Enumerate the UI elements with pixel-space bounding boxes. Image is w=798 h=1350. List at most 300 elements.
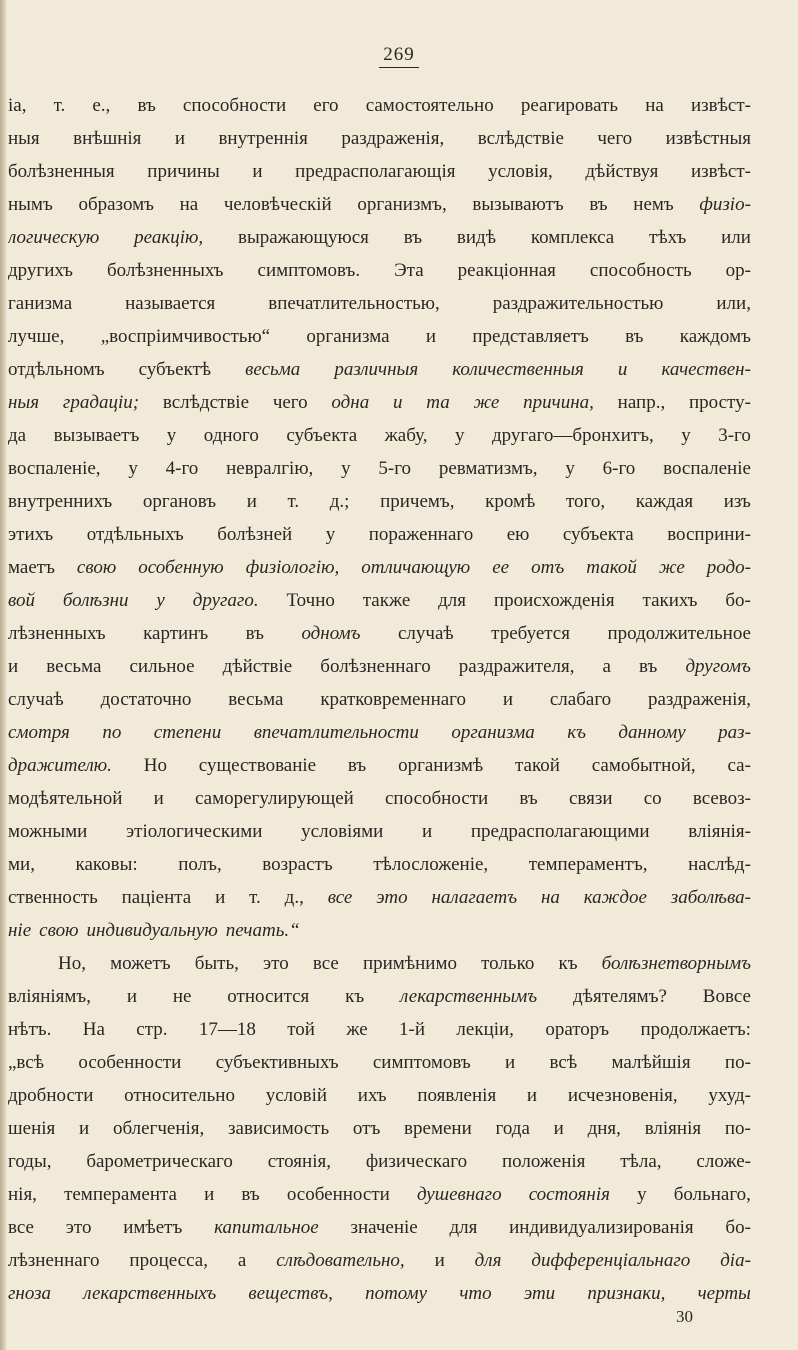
- word: и: [425, 326, 437, 347]
- word: организма: [306, 326, 390, 347]
- italic-word: налагаетъ: [431, 887, 518, 908]
- text-line: [8, 194, 751, 227]
- text-line: [8, 1283, 751, 1316]
- word: вліянія: [644, 1118, 702, 1139]
- italic-word: это: [376, 887, 408, 908]
- word: ею: [506, 524, 530, 545]
- italic-word: веществъ,: [248, 1283, 333, 1304]
- word: положенія: [501, 1151, 586, 1172]
- text-line: [8, 524, 751, 557]
- word: маетъ: [8, 557, 55, 578]
- word: больнаго,: [673, 1184, 751, 1205]
- text-line: [8, 392, 751, 425]
- italic-word: впечатлительности: [253, 722, 419, 743]
- word: вызываютъ: [472, 194, 564, 215]
- word: Точно: [286, 590, 335, 611]
- word: другаго—бронхитъ,: [491, 425, 654, 446]
- word: симптомовъ: [372, 1052, 471, 1073]
- text-line: [8, 1019, 751, 1052]
- word: полъ,: [178, 854, 222, 875]
- word: образомъ: [78, 194, 154, 215]
- italic-word: причина,: [523, 392, 594, 413]
- word: 3-го: [718, 425, 751, 446]
- word: достаточно: [100, 689, 192, 710]
- word: условіями: [301, 821, 384, 842]
- italic-word: такой: [586, 557, 637, 578]
- word: относится: [227, 986, 310, 1007]
- word: и: [553, 1118, 564, 1139]
- word: не: [172, 986, 192, 1007]
- word: Вовсе: [702, 986, 751, 1007]
- word: особенности: [78, 1052, 182, 1073]
- word: быть,: [194, 953, 239, 974]
- word: воспаленіе,: [8, 458, 101, 479]
- word: только: [481, 953, 535, 974]
- word: субъектѣ: [138, 359, 212, 380]
- word: отдѣльномъ: [8, 359, 105, 380]
- italic-word: особенную: [138, 557, 224, 578]
- word: бо-: [725, 1217, 751, 1238]
- word: же: [346, 1019, 368, 1040]
- word: Эта: [394, 260, 424, 281]
- word: той: [287, 1019, 315, 1040]
- text-line: [8, 656, 751, 689]
- word: особенности: [286, 1184, 390, 1205]
- word: и: [204, 1184, 215, 1205]
- word: у: [166, 425, 177, 446]
- word: нѣтъ.: [8, 1019, 52, 1040]
- text-line: [8, 326, 751, 359]
- word: нія,: [8, 1184, 37, 1205]
- italic-word: печать.“: [225, 920, 300, 941]
- word: у: [565, 458, 575, 479]
- word: ораторъ: [545, 1019, 610, 1040]
- word: значеніе: [350, 1217, 418, 1238]
- word: восприни-: [667, 524, 751, 545]
- word: раздражительностью: [492, 293, 664, 314]
- word: стоянія,: [267, 1151, 331, 1172]
- word: тѣла,: [620, 1151, 662, 1172]
- word: къ: [345, 986, 365, 1007]
- text-line: [8, 854, 751, 887]
- word: темперамента: [64, 1184, 177, 1205]
- word: лѣзненнаго: [8, 1250, 100, 1271]
- word: процесса,: [129, 1250, 208, 1271]
- word: дня,: [587, 1118, 621, 1139]
- word: Но,: [58, 953, 86, 974]
- word: имѣетъ: [123, 1217, 183, 1238]
- word: ныя: [8, 128, 40, 149]
- word: извѣстныя: [665, 128, 751, 149]
- word: т.: [287, 491, 300, 512]
- word: 5-го: [378, 458, 412, 479]
- italic-word: раз-: [718, 722, 751, 743]
- italic-word: ныя: [8, 392, 40, 413]
- word: На: [82, 1019, 105, 1040]
- text-line: [8, 1184, 751, 1217]
- text-line: [8, 359, 751, 392]
- italic-word: къ: [567, 722, 586, 743]
- text-line: [8, 788, 751, 821]
- word: ор-: [725, 260, 751, 281]
- word: того,: [565, 491, 606, 512]
- word: такой: [515, 755, 560, 776]
- text-line: [8, 755, 751, 788]
- word: этіологическими: [126, 821, 263, 842]
- italic-word: что: [459, 1283, 492, 1304]
- word: и: [434, 1250, 445, 1271]
- italic-word: качествен-: [661, 359, 751, 380]
- word: физическаго: [365, 1151, 468, 1172]
- word: также: [362, 590, 411, 611]
- word: у: [128, 458, 138, 479]
- word: т.: [249, 887, 261, 908]
- word: каковы:: [75, 854, 138, 875]
- word: пораженнаго: [368, 524, 474, 545]
- word: у: [454, 425, 465, 446]
- word: кромѣ: [485, 491, 536, 512]
- word: тѣхъ: [649, 227, 687, 248]
- word: 4-го: [165, 458, 199, 479]
- text-line: [8, 722, 751, 755]
- italic-word: та: [426, 392, 450, 413]
- word: года: [495, 1118, 530, 1139]
- word: появленія: [417, 1085, 497, 1106]
- word: отъ: [352, 1118, 381, 1139]
- word: лѣзненныхъ: [8, 623, 106, 644]
- word: впечатлительностью,: [268, 293, 440, 314]
- word: случаѣ: [397, 623, 454, 644]
- italic-word: логическую: [8, 227, 100, 248]
- word: можетъ: [110, 953, 171, 974]
- word: или: [721, 227, 751, 248]
- word: и: [79, 1118, 90, 1139]
- italic-word: одномъ: [301, 623, 361, 644]
- word: для: [438, 590, 467, 611]
- word: болѣзненныя: [8, 161, 115, 182]
- word: 1-й: [399, 1019, 426, 1040]
- word: ихъ: [357, 1085, 387, 1106]
- italic-word: родо-: [706, 557, 751, 578]
- word: въ: [241, 1184, 260, 1205]
- italic-word: душевнаго: [416, 1184, 502, 1205]
- word: условія,: [488, 161, 553, 182]
- word: невралгію,: [226, 458, 314, 479]
- word: условій: [265, 1085, 328, 1106]
- word: и: [246, 491, 257, 512]
- word: и: [502, 689, 514, 710]
- italic-word: болѣзнетворнымъ: [601, 953, 751, 974]
- word: существованіе: [198, 755, 317, 776]
- italic-word: состоянія: [528, 1184, 610, 1205]
- word: въ: [639, 656, 658, 677]
- word: 17—18: [198, 1019, 256, 1040]
- text-line: [8, 260, 751, 293]
- word: выражающуюся: [237, 227, 369, 248]
- text-line: [8, 1052, 751, 1085]
- word: въ: [245, 623, 264, 644]
- word: у: [681, 425, 691, 446]
- italic-word: другаго.: [192, 590, 259, 611]
- word: способности: [385, 788, 489, 809]
- word: вслѣдствіе: [477, 128, 564, 149]
- word: по-: [724, 1052, 751, 1073]
- word: раздраженія,: [341, 128, 445, 149]
- italic-word: же: [658, 557, 685, 578]
- word: картинъ: [143, 623, 209, 644]
- word: къ: [558, 953, 578, 974]
- word: а: [602, 656, 611, 677]
- text-line: [8, 953, 751, 986]
- word: кратковременнаго: [320, 689, 467, 710]
- italic-word: же: [473, 392, 500, 413]
- word: предрасполагающія: [295, 161, 456, 182]
- word: относительно: [124, 1085, 235, 1106]
- text-line: [8, 1151, 751, 1184]
- word: въ: [137, 95, 156, 116]
- word: раздражителя,: [458, 656, 575, 677]
- italic-word: отличающую: [361, 557, 471, 578]
- word: всевоз-: [692, 788, 751, 809]
- word: т.: [53, 95, 66, 116]
- word: продолжительное: [607, 623, 751, 644]
- word: „всѣ: [8, 1052, 45, 1073]
- word: вызываетъ: [53, 425, 140, 446]
- italic-word: физіологію,: [245, 557, 340, 578]
- text-line: [8, 128, 751, 161]
- word: да: [8, 425, 27, 446]
- word: шенія: [8, 1118, 56, 1139]
- italic-word: черты: [697, 1283, 751, 1304]
- word: внѣшнія: [73, 128, 142, 149]
- word: каждая: [635, 491, 694, 512]
- word: комплекса: [530, 227, 615, 248]
- italic-word: одна: [331, 392, 370, 413]
- word: дѣйствіе: [222, 656, 293, 677]
- italic-word: организма: [451, 722, 535, 743]
- word: въ: [589, 194, 608, 215]
- italic-word: вой: [8, 590, 35, 611]
- text-line: [8, 920, 751, 953]
- italic-word: на: [540, 887, 560, 908]
- text-line: [8, 1250, 751, 1283]
- italic-word: индивидуальную: [86, 920, 218, 941]
- italic-word: дражителю.: [8, 755, 112, 776]
- word: и: [174, 128, 186, 149]
- word: лекціи,: [456, 1019, 514, 1040]
- word: са-: [727, 755, 751, 776]
- word: субъекта: [562, 524, 634, 545]
- italic-word: свою: [76, 557, 117, 578]
- word: сложе-: [696, 1151, 751, 1172]
- italic-word: все: [327, 887, 353, 908]
- word: д.,: [284, 887, 304, 908]
- italic-word: для: [474, 1250, 502, 1271]
- text-line: [8, 1217, 751, 1250]
- word: наслѣд-: [688, 854, 751, 875]
- word: это: [65, 1217, 92, 1238]
- word: каждомъ: [679, 326, 751, 347]
- word: и: [505, 1052, 516, 1073]
- word: весьма: [228, 689, 284, 710]
- word: происхожденія: [493, 590, 615, 611]
- italic-word: другомъ: [685, 656, 751, 677]
- word: этихъ: [8, 524, 54, 545]
- word: со: [643, 788, 662, 809]
- word: субъекта: [286, 425, 358, 446]
- page-body-text: [8, 95, 751, 1316]
- word: и: [422, 821, 433, 842]
- word: продолжаетъ:: [640, 1019, 751, 1040]
- word: это: [263, 953, 289, 974]
- word: паціента: [121, 887, 192, 908]
- text-line: [8, 227, 751, 260]
- word: вліяніямъ,: [8, 986, 92, 1007]
- word: внутреннія: [218, 128, 308, 149]
- word: предрасполагающими: [470, 821, 650, 842]
- word: слабаго: [549, 689, 612, 710]
- word: барометрическаго: [86, 1151, 233, 1172]
- page-number: [0, 44, 798, 68]
- italic-word: различныя: [334, 359, 419, 380]
- word: требуется: [491, 623, 570, 644]
- word: ухуд-: [708, 1085, 751, 1106]
- word: всѣ: [549, 1052, 578, 1073]
- word: видѣ: [456, 227, 497, 248]
- text-line: [8, 1085, 751, 1118]
- word: вслѣдствіе: [162, 392, 250, 413]
- italic-word: ніе: [8, 920, 32, 941]
- word: годы,: [8, 1151, 52, 1172]
- text-line: [8, 557, 751, 590]
- italic-word: у: [156, 590, 165, 611]
- word: чего: [272, 392, 308, 413]
- word: причины: [147, 161, 220, 182]
- word: исчезновенія,: [567, 1085, 678, 1106]
- word: дѣятелямъ?: [573, 986, 667, 1007]
- word: отдѣльныхъ: [86, 524, 184, 545]
- word: и: [526, 1085, 538, 1106]
- word: ми,: [8, 854, 35, 875]
- text-line: [8, 821, 751, 854]
- word: или,: [716, 293, 751, 314]
- word: ia,: [8, 95, 27, 116]
- word: лучше,: [8, 326, 65, 347]
- italic-word: эти: [523, 1283, 556, 1304]
- word: на: [179, 194, 199, 215]
- word: ственность: [8, 887, 98, 908]
- word: и: [215, 887, 226, 908]
- italic-word: ее: [492, 557, 510, 578]
- text-line: [8, 425, 751, 458]
- word: жабу,: [384, 425, 428, 446]
- word: одного: [203, 425, 259, 446]
- italic-word: степени: [153, 722, 222, 743]
- italic-word: заболѣва-: [670, 887, 751, 908]
- word: просту-: [688, 392, 751, 413]
- word: причемъ,: [380, 491, 455, 512]
- word: на: [645, 95, 664, 116]
- text-line: [8, 293, 751, 326]
- italic-word: отъ: [531, 557, 565, 578]
- word: индивидуализированія: [509, 1217, 694, 1238]
- book-binding-edge: [0, 0, 6, 1350]
- word: извѣст-: [690, 161, 751, 182]
- word: и: [252, 161, 263, 182]
- word: раздраженія,: [648, 689, 751, 710]
- word: и: [153, 788, 164, 809]
- word: сильное: [129, 656, 195, 677]
- italic-word: лекарственнымъ: [400, 986, 538, 1007]
- word: органовъ: [142, 491, 217, 512]
- word: у: [325, 524, 336, 545]
- word: ревматизмъ,: [438, 458, 538, 479]
- word: 6-го: [602, 458, 636, 479]
- italic-word: діа-: [720, 1250, 751, 1271]
- italic-word: физіо-: [699, 194, 751, 215]
- word: тѣлосложеніе,: [373, 854, 489, 875]
- printer-signature-mark: 30: [676, 1307, 693, 1326]
- italic-word: болѣзни: [62, 590, 129, 611]
- word: самобытной,: [591, 755, 696, 776]
- italic-word: признаки,: [587, 1283, 666, 1304]
- word: Но: [143, 755, 167, 776]
- text-line: [8, 689, 751, 722]
- word: реакціонная: [457, 260, 556, 281]
- word: связи: [568, 788, 613, 809]
- word: другихъ: [8, 260, 73, 281]
- word: представляетъ: [472, 326, 589, 347]
- word: времени: [404, 1118, 472, 1139]
- word: въ: [519, 788, 538, 809]
- text-line: [8, 887, 751, 920]
- word: организмъ,: [357, 194, 447, 215]
- word: организмѣ: [398, 755, 484, 776]
- word: нымъ: [8, 194, 53, 215]
- word: все: [312, 953, 339, 974]
- word: въ: [403, 227, 423, 248]
- italic-word: лекарственныхъ: [83, 1283, 217, 1304]
- word: внутреннихъ: [8, 491, 113, 512]
- word: стр.: [136, 1019, 168, 1040]
- italic-word: дифференціальнаго: [531, 1250, 691, 1271]
- word: по-: [724, 1118, 751, 1139]
- italic-word: количественныя: [452, 359, 584, 380]
- word: немъ: [633, 194, 674, 215]
- word: человѣческій: [223, 194, 332, 215]
- word: ганизма: [8, 293, 73, 314]
- word: и: [8, 656, 19, 677]
- word: въ: [625, 326, 644, 347]
- italic-word: реакцію,: [134, 227, 204, 248]
- word: способности: [182, 95, 287, 116]
- word: весьма: [46, 656, 102, 677]
- word: такихъ: [642, 590, 698, 611]
- text-line: [8, 590, 751, 623]
- word: его: [313, 95, 339, 116]
- word: все: [8, 1217, 34, 1238]
- text-line: [8, 1118, 751, 1151]
- italic-word: слѣдовательно,: [276, 1250, 405, 1271]
- word: саморегулирующей: [194, 788, 354, 809]
- text-line: [8, 458, 751, 491]
- word: модѣятельной: [8, 788, 123, 809]
- italic-word: смотря: [8, 722, 70, 743]
- word: примѣнимо: [362, 953, 457, 974]
- word: д.;: [329, 491, 350, 512]
- word: извѣст-: [690, 95, 751, 116]
- word: дѣйствуя: [585, 161, 659, 182]
